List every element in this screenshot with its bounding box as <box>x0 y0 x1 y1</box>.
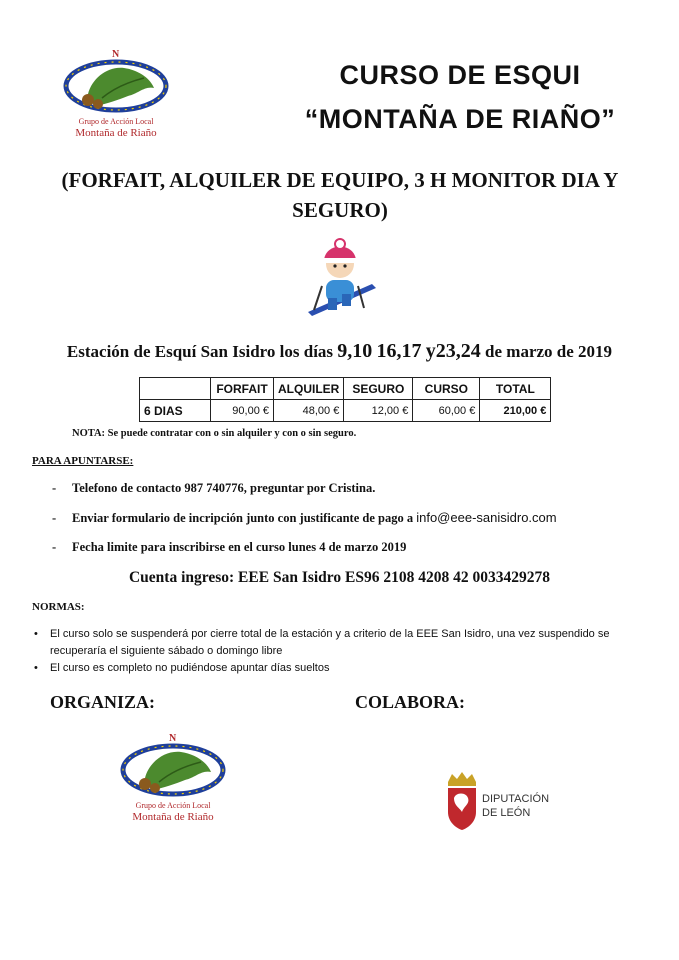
deadline-text: Fecha limite para inscribirse en el curso lunes 4 de marzo 2019 <box>72 540 407 554</box>
skier-icon <box>300 236 380 320</box>
gal-logo-bottom <box>115 732 233 824</box>
subtitle-line-2: SEGURO) <box>292 198 388 222</box>
dash-marker: - <box>52 540 57 554</box>
row-label-6-dias: 6 DIAS <box>140 400 211 422</box>
col-header-alquiler: ALQUILER <box>274 378 344 400</box>
cell-alquiler: 48,00 € <box>274 400 344 422</box>
dash-marker: - <box>52 511 57 525</box>
table-note: NOTA: Se puede contratar con o sin alquiler y con o sin seguro. <box>72 428 357 439</box>
title-line-2: “MONTAÑA DE RIAÑO” <box>304 104 616 134</box>
title-line-1: CURSO DE ESQUI <box>339 60 581 90</box>
apuntarse-item-form <box>52 510 557 526</box>
station-suffix: de marzo de 2019 <box>485 342 613 361</box>
cell-curso: 60,00 € <box>413 400 480 422</box>
apuntarse-item-phone <box>52 481 375 496</box>
station-prefix: Estación de Esquí San Isidro los días <box>66 342 334 361</box>
table-header-row <box>140 378 551 400</box>
dash-marker: - <box>52 481 57 495</box>
dates-group-3: 23,24 <box>435 340 481 362</box>
logo-bottom-text-1: Grupo de Acción Local <box>135 801 211 810</box>
subtitle-line-1: (FORFAIT, ALQUILER DE EQUIPO, 3 H MONITOR DIA Y <box>61 168 619 192</box>
svg-text:N: N <box>112 49 120 60</box>
svg-text:N: N <box>169 733 177 744</box>
station-dates-line <box>0 340 679 363</box>
apuntarse-heading: PARA APUNTARSE: <box>32 455 134 467</box>
list-item: • El curso es completo no pudiéndose apuntar días sueltos <box>32 660 652 677</box>
cell-total: 210,00 € <box>480 400 551 422</box>
gal-logo-top <box>58 48 176 140</box>
diputacion-text-2: DE LEÓN <box>482 807 531 819</box>
table-row <box>140 400 551 422</box>
logo-top-text-1: Grupo de Acción Local <box>78 117 154 126</box>
crowned-lion-shield-icon <box>442 768 562 832</box>
rules-list <box>32 626 652 677</box>
phone-text: Telefono de contacto 987 740776, preguntar por Cristina. <box>72 481 376 495</box>
email-link[interactable]: info@eee-sanisidro.com <box>416 510 557 525</box>
oak-leaf-logo-icon <box>115 732 233 824</box>
col-header-forfait: FORFAIT <box>211 378 274 400</box>
bank-account-line: Cuenta ingreso: EEE San Isidro ES96 2108 4208 42 0033429278 <box>128 569 550 586</box>
normas-heading: NORMAS: <box>32 601 85 613</box>
logo-bottom-text-2: Montaña de Riaño <box>132 811 214 823</box>
diputacion-leon-logo <box>442 768 562 832</box>
subtitle <box>20 165 660 225</box>
dates-connector: y <box>425 340 436 362</box>
dates-group-2: 16,17 <box>376 340 422 362</box>
col-header-curso: CURSO <box>413 378 480 400</box>
oak-leaf-logo-icon <box>58 48 176 140</box>
dates-group-1: 9,10 <box>337 340 373 362</box>
cell-seguro: 12,00 € <box>344 400 413 422</box>
organiza-heading: ORGANIZA: <box>50 692 156 712</box>
list-item: • El curso solo se suspenderá por cierre total de la estación y a criterio de la EEE San Isidro, una vez suspendido se recuperaría el siguiente sábado o domingo libre <box>32 626 652 660</box>
cell-forfait: 90,00 € <box>211 400 274 422</box>
col-header-total: TOTAL <box>480 378 551 400</box>
apuntarse-item-deadline <box>52 540 406 555</box>
colabora-heading: COLABORA: <box>355 692 466 712</box>
col-header-seguro: SEGURO <box>344 378 413 400</box>
logo-top-text-2: Montaña de Riaño <box>75 127 157 139</box>
price-table <box>139 377 551 422</box>
diputacion-text-1: DIPUTACIÓN <box>482 793 550 805</box>
form-text: Enviar formulario de incripción junto con justificante de pago a <box>72 511 414 525</box>
table-corner-cell <box>140 378 211 400</box>
skier-illustration <box>300 236 380 320</box>
